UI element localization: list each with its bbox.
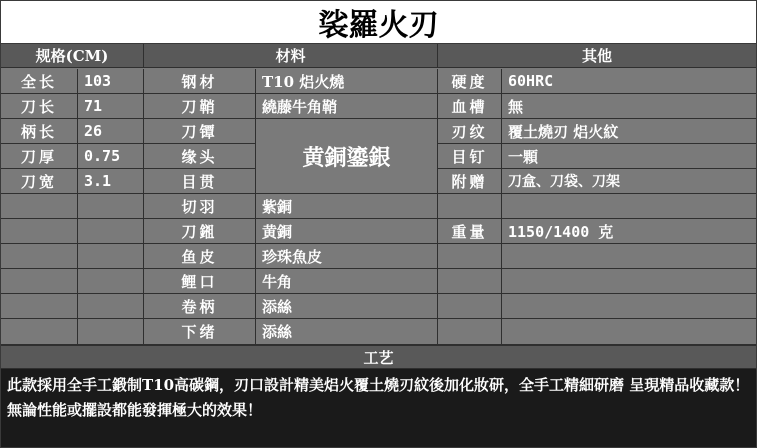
spec-label: 全长	[1, 69, 78, 94]
material-label: 钢材	[144, 69, 256, 94]
empty-cell	[1, 319, 78, 345]
empty-cell	[1, 294, 78, 319]
material-label: 缘头	[144, 144, 256, 169]
other-value: 一顆	[502, 144, 756, 169]
empty-cell	[438, 294, 502, 319]
header-craft: 工艺	[1, 345, 756, 369]
other-label: 血槽	[438, 94, 502, 119]
spec-value: 0.75	[78, 144, 144, 169]
material-value: 添絲	[256, 319, 438, 345]
spec-label: 柄长	[1, 119, 78, 144]
other-label: 刃纹	[438, 119, 502, 144]
empty-cell	[78, 244, 144, 269]
empty-cell	[438, 244, 502, 269]
other-label: 目钉	[438, 144, 502, 169]
empty-cell	[502, 244, 756, 269]
spec-label: 刀宽	[1, 169, 78, 194]
material-label: 卷柄	[144, 294, 256, 319]
material-label: 切羽	[144, 194, 256, 219]
material-label: 鲤口	[144, 269, 256, 294]
material-value: 添絲	[256, 294, 438, 319]
empty-cell	[438, 319, 502, 345]
empty-cell	[438, 194, 502, 219]
header-other: 其他	[438, 44, 756, 68]
material-label: 刀镡	[144, 119, 256, 144]
material-value: 黄銅	[256, 219, 438, 244]
empty-cell	[502, 319, 756, 345]
empty-cell	[502, 194, 756, 219]
other-label: 重量	[438, 219, 502, 244]
other-value: 1150/1400 克	[502, 219, 756, 244]
spec-value: 26	[78, 119, 144, 144]
empty-cell	[1, 244, 78, 269]
empty-cell	[1, 269, 78, 294]
material-label: 目贯	[144, 169, 256, 194]
material-label: 刀鞘	[144, 94, 256, 119]
empty-cell	[78, 319, 144, 345]
material-value: 繞藤牛角鞘	[256, 94, 438, 119]
other-value: 刀盒、刀袋、刀架	[502, 169, 756, 194]
spec-value: 3.1	[78, 169, 144, 194]
material-label: 下绪	[144, 319, 256, 345]
material-label: 刀鎺	[144, 219, 256, 244]
page-title: 裟羅火刃	[1, 1, 756, 44]
empty-cell	[1, 219, 78, 244]
empty-cell	[78, 219, 144, 244]
material-value: 牛角	[256, 269, 438, 294]
empty-cell	[1, 194, 78, 219]
material-value: 珍珠魚皮	[256, 244, 438, 269]
empty-cell	[78, 269, 144, 294]
spec-label: 刀厚	[1, 144, 78, 169]
header-spec: 规格(CM)	[1, 44, 144, 68]
other-value: 覆土燒刃 焒火紋	[502, 119, 756, 144]
empty-cell	[78, 294, 144, 319]
material-value: 紫銅	[256, 194, 438, 219]
empty-cell	[438, 269, 502, 294]
other-label: 硬度	[438, 69, 502, 94]
other-value: 60HRC	[502, 69, 756, 94]
other-label: 附赠	[438, 169, 502, 194]
header-material: 材料	[144, 44, 438, 68]
empty-cell	[502, 294, 756, 319]
spec-value: 71	[78, 94, 144, 119]
empty-cell	[502, 269, 756, 294]
other-value: 無	[502, 94, 756, 119]
spec-label: 刀长	[1, 94, 78, 119]
craft-description: 此款採用全手工鍛制T10高碳鋼，刃口設計精美焒火覆土燒刃紋後加化妝研，全手工精細研磨 呈現精品收藏款！無論性能或擺設都能發揮極大的效果！	[1, 369, 756, 447]
material-label: 鱼皮	[144, 244, 256, 269]
material-value: T10 焒火燒	[256, 69, 438, 94]
material-merged-value: 黄銅鎏銀	[256, 119, 438, 194]
spec-value: 103	[78, 69, 144, 94]
empty-cell	[78, 194, 144, 219]
